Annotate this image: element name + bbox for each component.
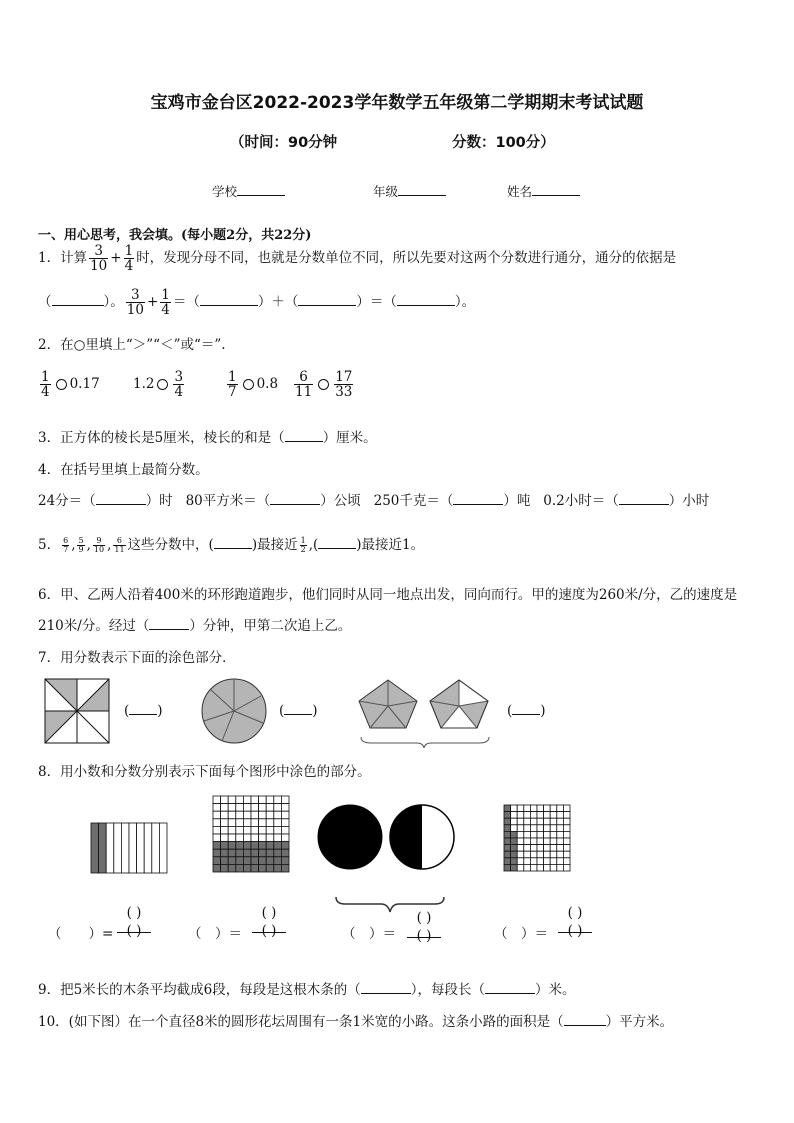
- question-1-line1: 1．计算 $\frac{3}{10}$ + $\frac{1}{4}$ 时，发现分母不同，也就是分数单位不同，所以先要对这两个分数进行通分，通分的依据是: [38, 243, 677, 275]
- shaded-square-figure: [44, 678, 110, 744]
- q8-fraction-2[interactable]: ( ) ( ): [250, 905, 288, 953]
- compare-circle[interactable]: [243, 379, 254, 390]
- q7-answer-1[interactable]: ( ): [124, 703, 163, 719]
- q8-answer-3[interactable]: （ ）＝: [342, 926, 396, 942]
- question-6-line2: 210米/分。经过（ ）分钟，甲第二次追上乙。: [38, 618, 352, 634]
- question-4: 4．在括号里填上最简分数。: [38, 462, 209, 478]
- question-2: 2．在○里填上“＞”“＜”或“＝”.: [38, 337, 226, 353]
- q8-answer-1[interactable]: （ ）=: [48, 926, 114, 942]
- section-heading: 一、用心思考，我会填。(每小题2分，共22分): [38, 228, 312, 243]
- q8-fraction-1[interactable]: ( ) ( ): [115, 905, 153, 953]
- pentagon-figures: [355, 676, 495, 748]
- compare-circle[interactable]: [318, 379, 329, 390]
- q2-item-1: $\frac{1}{4}$ 0.17: [41, 369, 100, 401]
- question-9: 9．把5米长的木条平均截成6段，每段是这根木条的（ ），每段长（ ）米。: [38, 982, 576, 998]
- question-6-line1: 6．甲、乙两人沿着400米的环形跑道跑步，他们同时从同一地点出发，同向而行。甲的速度为260米/分，乙的速度是: [38, 587, 738, 603]
- q7-answer-2[interactable]: ( ): [279, 703, 318, 719]
- question-4-answers: 24分＝（ ）时 80平方米＝（ ）公顷 250千克＝（ ）吨 0.2小时＝（ ）小时: [38, 493, 710, 509]
- question-5: 5． $\frac{6}{7}$ , $\frac{5}{9}$ , $\frac{9}{10}$ , $\frac{6}{11}$ 这些分数中，( )最接近 $\frac{1}{2}$ ,( )最接近1。: [38, 535, 425, 554]
- question-10: 10．(如下图）在一个直径8米的圆形花坛周围有一条1米宽的小路。这条小路的面积是（ ）平方米。: [38, 1014, 674, 1030]
- question-8: 8．用小数和分数分别表示下面每个图形中涂色的部分。: [38, 764, 371, 780]
- q8-answer-4[interactable]: （ ）＝: [494, 926, 548, 942]
- q2-item-4: $\frac{6}{11}$ $\frac{17}{33}$: [295, 369, 353, 401]
- hundred-grid-figure: [212, 795, 290, 873]
- question-1-line2: （ ）。 $\frac{3}{10}$ + $\frac{1}{4}$ ＝（ ）＋（ ）＝（ ）。: [38, 287, 476, 319]
- exam-score: 分数：100分）: [452, 135, 555, 151]
- page-title: 宝鸡市金台区2022-2023学年数学五年级第二学期期末考试试题: [150, 93, 644, 113]
- q2-item-3: $\frac{1}{7}$ 0.8: [228, 369, 279, 401]
- shaded-circle-figure: [200, 677, 268, 745]
- bar-strips-figure: [90, 822, 168, 874]
- q8-fraction-3[interactable]: ( ) ( ): [405, 910, 443, 958]
- q7-answer-3[interactable]: ( ): [507, 703, 546, 719]
- question-3: 3．正方体的棱长是5厘米，棱长的和是（ ）厘米。: [38, 430, 377, 446]
- grade-label: 年级: [373, 184, 399, 199]
- q8-fraction-4[interactable]: ( ) ( ): [556, 905, 594, 953]
- name-field[interactable]: [507, 182, 580, 200]
- school-field[interactable]: [212, 182, 285, 200]
- grade-field[interactable]: [373, 182, 446, 200]
- question-7: 7．用分数表示下面的涂色部分．: [38, 650, 236, 666]
- compare-circle[interactable]: [157, 379, 168, 390]
- q2-item-2: 1.2 $\frac{3}{4}$: [133, 369, 184, 401]
- circles-figure: [316, 803, 458, 871]
- q8-answer-2[interactable]: （ ）＝: [188, 926, 242, 942]
- hundred-grid-figure-2: [503, 804, 571, 872]
- exam-time: （时间：90分钟: [230, 135, 338, 151]
- school-label: 学校: [212, 184, 238, 199]
- name-label: 姓名: [507, 184, 533, 199]
- compare-circle[interactable]: [56, 379, 67, 390]
